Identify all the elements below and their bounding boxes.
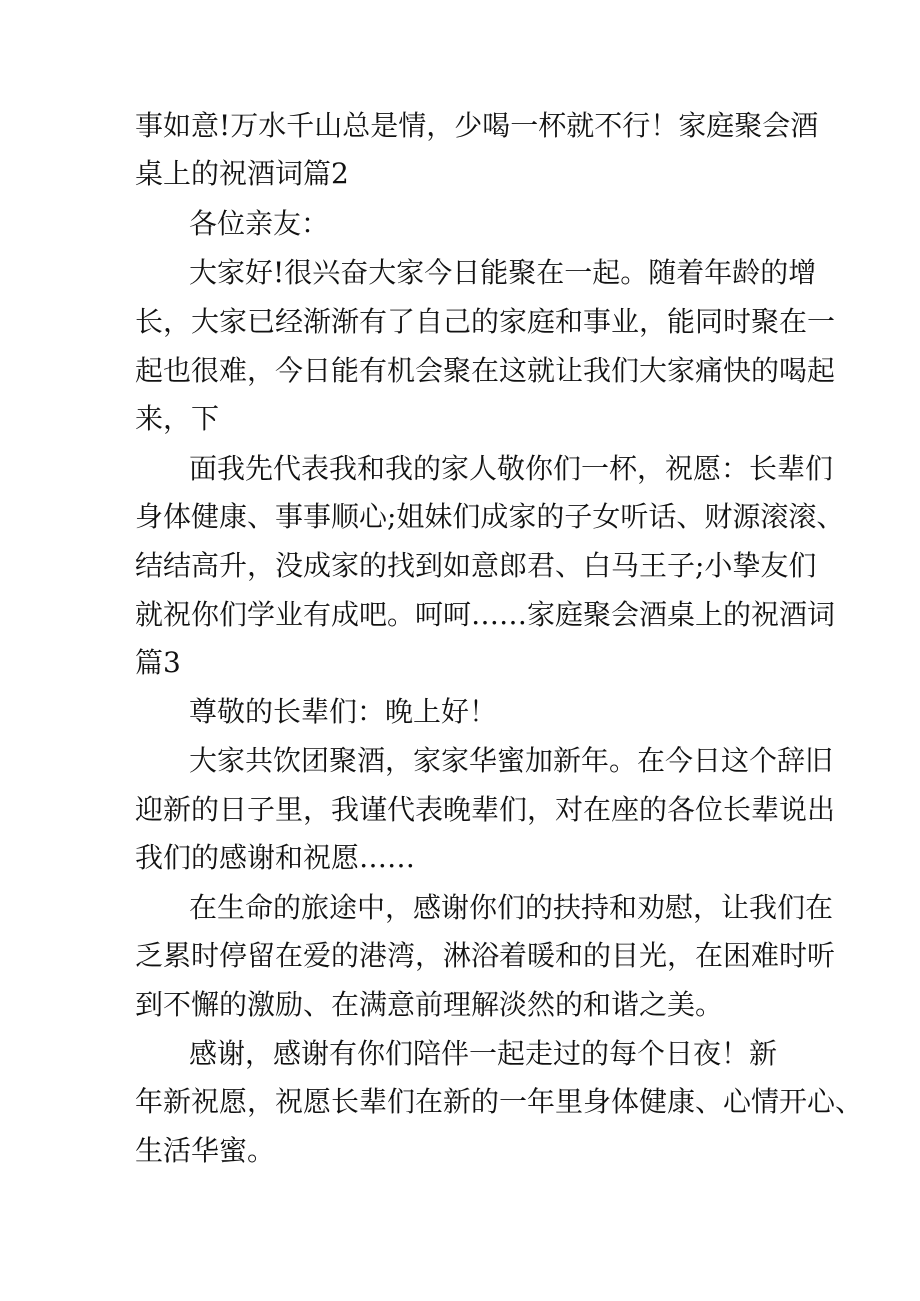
text-line: 起也很难，今日能有机会聚在这就让我们大家痛快的喝起 [135,354,836,387]
paragraph-start: 大家共饮团聚酒，家家华蜜加新年。在今日这个辞旧 [189,744,834,777]
text-line: 桌上的祝酒词篇2 [135,157,349,190]
text-line: 到不懈的激励、在满意前理解淡然的和谐之美。 [135,988,724,1021]
text-line: 迎新的日子里，我谨代表晚辈们，对在座的各位长辈说出 [135,793,836,826]
text-line: 篇3 [135,646,181,679]
paragraph-start: 在生命的旅途中，感谢你们的扶持和劝慰，让我们在 [189,891,834,924]
text-line: 乏累时停留在爱的港湾，淋浴着暖和的目光，在困难时听 [135,939,836,972]
text-line: 事如意!万水千山总是情，少喝一杯就不行！家庭聚会酒 [135,109,819,142]
paragraph-start: 感谢，感谢有你们陪伴一起走过的每个日夜！新 [189,1037,778,1070]
text-line: 我们的感谢和祝愿…… [135,841,416,874]
text-line: 长，大家已经渐渐有了自己的家庭和事业，能同时聚在一 [135,305,836,338]
text-line: 生活华蜜。 [135,1134,276,1167]
paragraph-start: 面我先代表我和我的家人敬你们一杯，祝愿：长辈们 [189,452,834,485]
salutation: 尊敬的长辈们：晚上好！ [189,695,498,728]
paragraph-start: 大家好!很兴奋大家今日能聚在一起。随着年龄的增 [189,256,817,289]
text-line: 就祝你们学业有成吧。呵呵……家庭聚会酒桌上的祝酒词 [135,598,836,631]
salutation: 各位亲友： [189,207,330,240]
text-line: 身体健康、事事顺心;姐妹们成家的子女听话、财源滚滚、 [135,500,845,533]
text-line: 结结高升，没成家的找到如意郎君、白马王子;小挚友们 [135,549,817,582]
text-line: 年新祝愿，祝愿长辈们在新的一年里身体健康、心情开心、 [135,1085,864,1118]
text-line: 来，下 [135,402,220,435]
